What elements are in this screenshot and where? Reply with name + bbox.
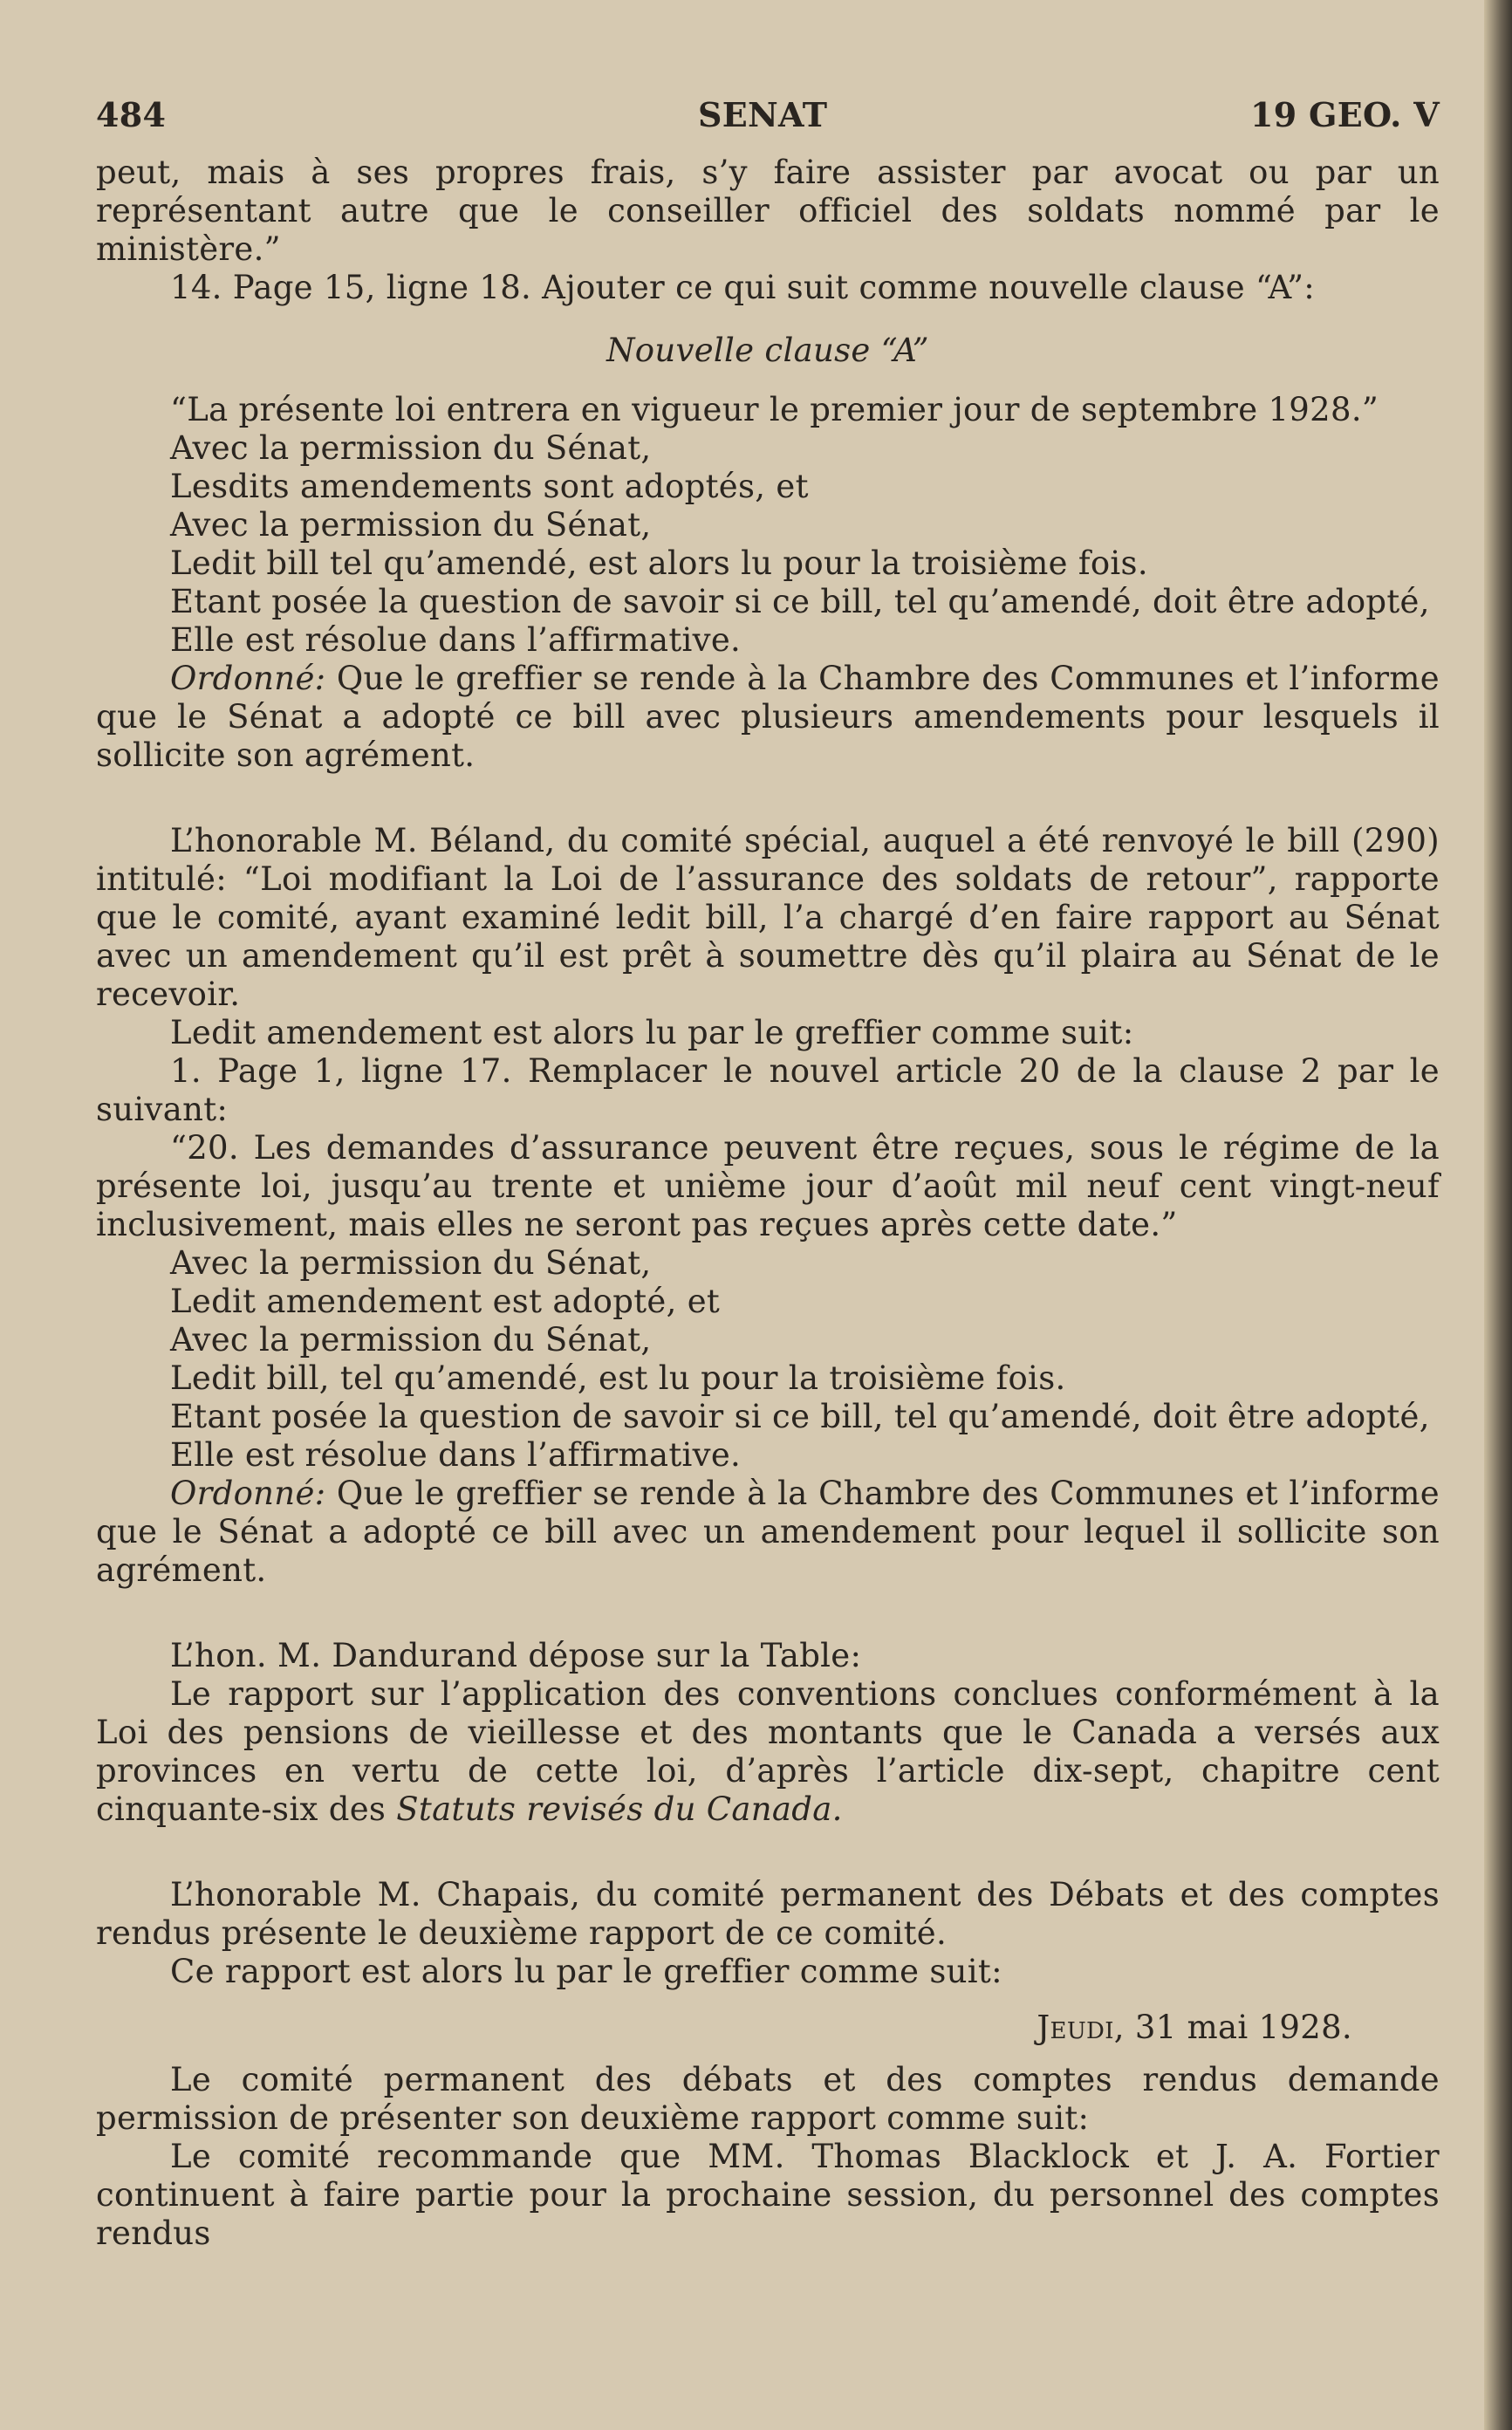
paragraph: L’honorable M. Béland, du comité spécial, auquel a été renvoyé le bill (290) intitulé: “Loi modifiant la Loi de l’assurance des soldats de retour”, rapporte que le comité, ayant examiné ledit bill, l’a chargé d’en faire rapport au Sénat avec un amendement qu’il est prêt à soumettre dès qu’il plaira au Sénat de le recevoir. — [96, 822, 1440, 1013]
ordonne-text: Que le greffier se rende à la Chambre des Communes et l’informe que le Sénat a adopté ce bill avec un amendement pour lequel il sollicite son agrément. — [96, 1475, 1440, 1589]
ordonne-paragraph — [96, 660, 1440, 775]
ordonne-text: Que le greffier se rende à la Chambre des Communes et l’informe que le Sénat a adopté ce bill avec plusieurs amendements pour lesquels il sollicite son agrément. — [96, 660, 1440, 774]
ordonne-label: Ordonné: — [170, 1475, 326, 1512]
item-14: 14. Page 15, ligne 18. Ajouter ce qui suit comme nouvelle clause “A”: — [170, 269, 1316, 306]
paragraph: Le comité recommande que MM. Thomas Blacklock et J. A. Fortier continuent à faire partie pour la prochaine session, du personnel des comptes rendus — [96, 2138, 1440, 2252]
motion-line: Avec la permission du Sénat, — [170, 506, 652, 544]
statute-title: Statuts revisés du Canada. — [396, 1790, 843, 1828]
motion-line: Ledit amendement est adopté, et — [170, 1283, 721, 1320]
motion-line: Avec la permission du Sénat, — [170, 1321, 652, 1359]
motion-line: Lesdits amendements sont adoptés, et — [170, 468, 809, 505]
running-header — [96, 87, 1440, 140]
paragraph: 1. Page 1, ligne 17. Remplacer le nouvel article 20 de la clause 2 par le suivant: — [96, 1052, 1440, 1128]
paragraph: Ledit amendement est alors lu par le greffier comme suit: — [170, 1014, 1134, 1051]
date-day: Jeudi — [1037, 2009, 1114, 2046]
motion-line: Ledit bill tel qu’amendé, est alors lu pour la troisième fois. — [170, 544, 1148, 582]
motion-line: Elle est résolue dans l’affirmative. — [170, 1436, 742, 1474]
ordonne-paragraph — [96, 1475, 1440, 1590]
motion-line: Etant posée la question de savoir si ce bill, tel qu’amendé, doit être adopté, — [170, 1398, 1430, 1435]
running-title: SENAT — [698, 95, 828, 134]
paragraph: “20. Les demandes d’assurance peuvent être reçues, sous le régime de la présente loi, jusqu’au trente et unième jour d’août mil neuf cent vingt-neuf inclusivement, mais elles ne seront pas reçues après cette date.” — [96, 1129, 1440, 1243]
motion-line: Elle est résolue dans l’affirmative. — [170, 621, 742, 659]
motion-line: Avec la permission du Sénat, — [170, 1244, 652, 1282]
page-number: 484 — [96, 95, 167, 134]
document-page — [96, 87, 1440, 2253]
page-edge — [1484, 0, 1512, 2430]
date-rest: , 31 mai 1928. — [1113, 2009, 1352, 2046]
clause-heading: Nouvelle clause “A” — [606, 332, 929, 369]
motion-line: Etant posée la question de savoir si ce bill, tel qu’amendé, doit être adopté, — [170, 583, 1430, 620]
paragraph-text: Le rapport sur l’application des conventions conclues conformément à la Loi des pensions de vieillesse et des montants que le Canada a versés aux provinces en vertu de cette loi, d’après l’article dix-sept, chapitre cent cinquante-six des — [96, 1675, 1440, 1828]
paragraph: L’hon. M. Dandurand dépose sur la Table: — [170, 1637, 862, 1674]
clause-quote: “La présente loi entrera en vigueur le premier jour de septembre 1928.” — [170, 391, 1379, 428]
report-date — [96, 2009, 1440, 2047]
ordonne-label: Ordonné: — [170, 660, 326, 697]
regnal-year: 19 GEO. V — [1249, 95, 1440, 134]
motion-line: Avec la permission du Sénat, — [170, 429, 652, 467]
paragraph — [96, 1675, 1440, 1829]
motion-line: Ledit bill, tel qu’amendé, est lu pour la troisième fois. — [170, 1359, 1066, 1397]
paragraph: Le comité permanent des débats et des comptes rendus demande permission de présenter son deuxième rapport comme suit: — [96, 2061, 1440, 2137]
paragraph: L’honorable M. Chapais, du comité permanent des Débats et des comptes rendus présente le deuxième rapport de ce comité. — [96, 1876, 1440, 1952]
paragraph: Ce rapport est alors lu par le greffier comme suit: — [170, 1953, 1002, 1990]
paragraph-continued: peut, mais à ses propres frais, s’y faire assister par avocat ou par un représentant autre que le conseiller officiel des soldats nommé par le ministère.” — [96, 154, 1440, 268]
